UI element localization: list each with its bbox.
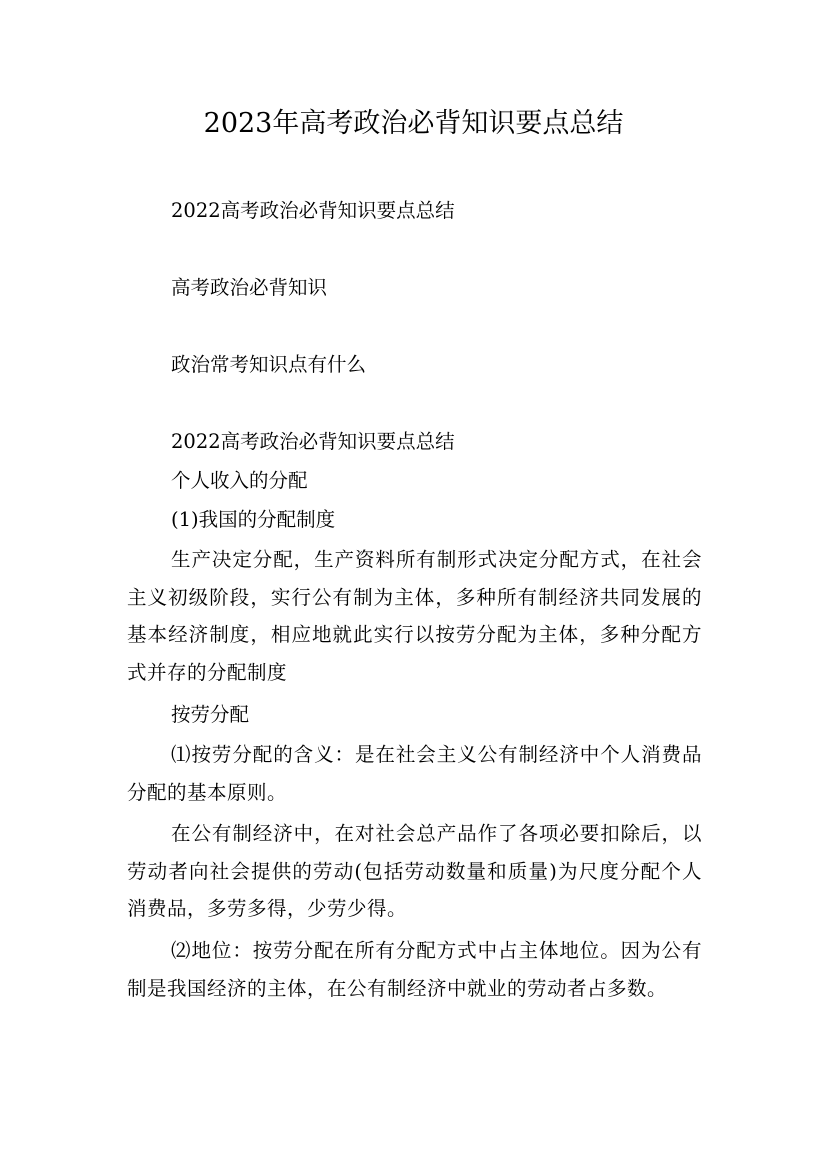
subheading-distribution-by-labor: 按劳分配 [171, 703, 250, 726]
intro-line-1: 2022高考政治必背知识要点总结 [171, 199, 455, 222]
intro-line-3: 政治常考知识点有什么 [171, 353, 367, 376]
subheading-income-distribution: 个人收入的分配 [171, 469, 308, 492]
section-heading: 2022高考政治必背知识要点总结 [171, 430, 455, 453]
subheading-distribution-system: (1)我国的分配制度 [171, 508, 336, 531]
paragraph-status: ⑵地位：按劳分配在所有分配方式中占主体地位。因为公有制是我国经济的主体，在公有制经济中就业的劳动者占多数。 [127, 939, 702, 1000]
paragraph-labor-measure: 在公有制经济中，在对社会总产品作了各项必要扣除后，以劳动者向社会提供的劳动(包括劳动数量和质量)为尺度分配个人消费品，多劳多得，少劳少得。 [127, 822, 702, 920]
document-title: 2023年高考政治必背知识要点总结 [203, 108, 624, 139]
intro-line-2: 高考政治必背知识 [171, 276, 328, 299]
paragraph-distribution-principle: 生产决定分配，生产资料所有制形式决定分配方式，在社会主义初级阶段，实行公有制为主体，多种所有制经济共同发展的基本经济制度，相应地就此实行以按劳分配为主体，多种分配方式并存的分配制度 [127, 548, 702, 684]
paragraph-definition: ⑴按劳分配的含义：是在社会主义公有制经济中个人消费品分配的基本原则。 [127, 743, 702, 804]
